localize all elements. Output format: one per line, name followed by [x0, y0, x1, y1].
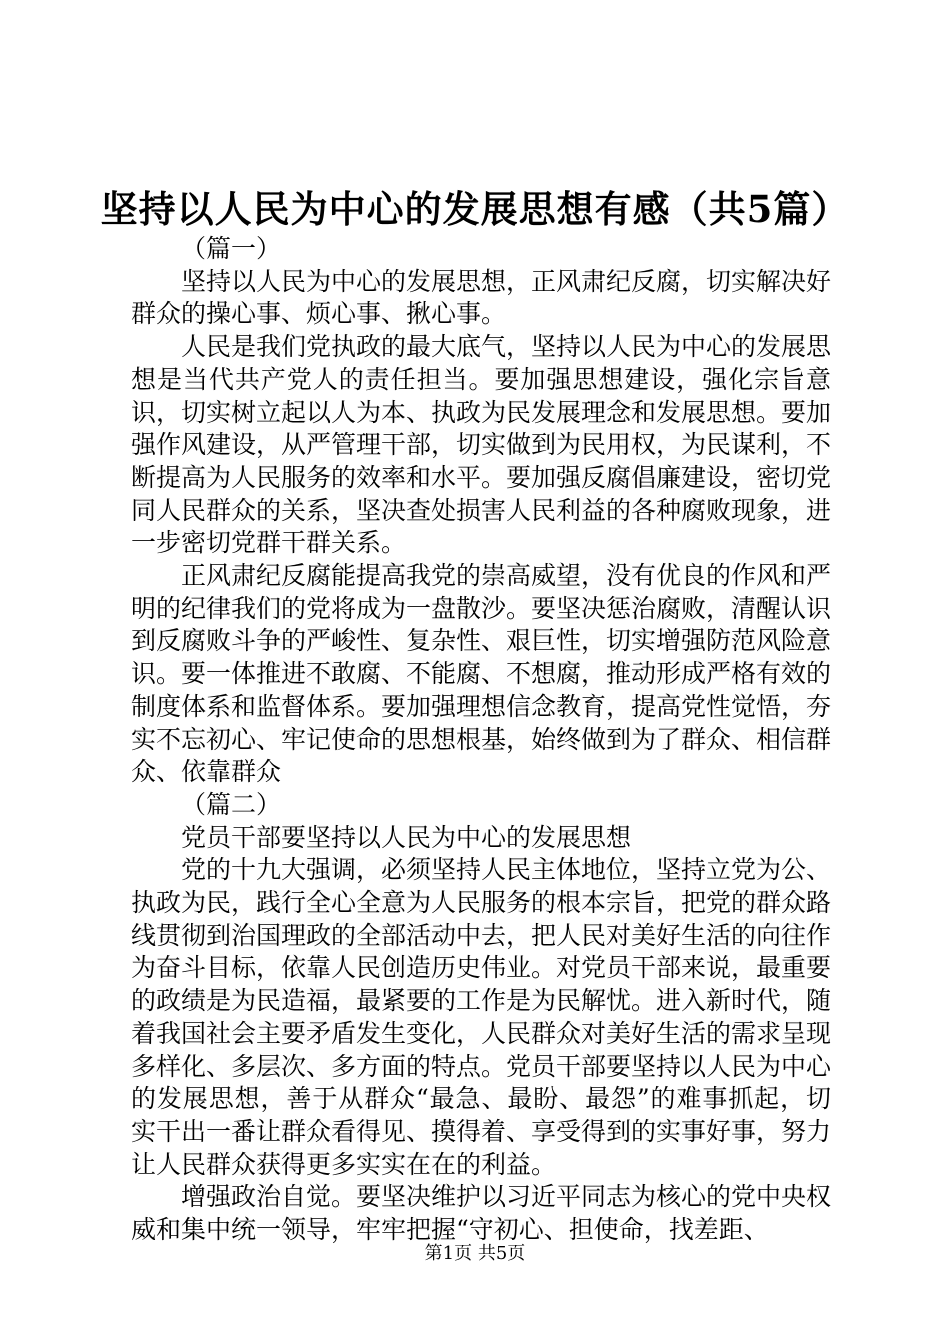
section-subtitle: 党员干部要坚持以人民为中心的发展思想 — [181, 822, 632, 852]
body-paragraph: 增强政治自觉。要坚决维护以习近平同志为核心的党中央权威和集中统一领导，牢牢把握“守初心、担使命，找差距、 — [131, 1182, 832, 1245]
page-number-footer: 第1页 共5页 — [424, 1243, 526, 1264]
section-label-1: （篇一） — [181, 234, 282, 263]
body-paragraph: 人民是我们党执政的最大底气，坚持以人民为中心的发展思想是当代共产党人的责任担当。要加强思想建设，强化宗旨意识，切实树立起以人为本、执政为民发展理念和发展思想。要加强作风建设，从严管理干部，切实做到为民用权，为民谋利，不断提高为人民服务的效率和水平。要加强反腐倡廉建设，密切党同人民群众的关系，坚决查处损害人民利益的各种腐败现象，进一步密切党群干群关系。 — [131, 332, 832, 558]
body-paragraph: 党的十九大强调，必须坚持人民主体地位，坚持立党为公、执政为民，践行全心全意为人民服务的根本宗旨，把党的群众路线贯彻到治国理政的全部活动中去，把人民对美好生活的向往作为奋斗目标，依靠人民创造历史伟业。对党员干部来说，最重要的政绩是为民造福，最紧要的工作是为民解忧。进入新时代，随着我国社会主要矛盾发生变化，人民群众对美好生活的需求呈现多样化、多层次、多方面的特点。党员干部要坚持以人民为中心的发展思想，善于从群众“最急、最盼、最怨”的难事抓起，切实干出一番让群众看得见、摸得着、享受得到的实事好事，努力让人民群众获得更多实实在在的利益。 — [131, 855, 832, 1179]
document-title: 坚持以人民为中心的发展思想有感（共5篇） — [100, 187, 850, 231]
section-label-2: （篇二） — [181, 789, 282, 819]
body-paragraph: 坚持以人民为中心的发展思想，正风肃纪反腐，切实解决好群众的操心事、烦心事、揪心事。 — [131, 266, 832, 329]
document-body — [131, 233, 831, 1247]
body-paragraph: 正风肃纪反腐能提高我党的崇高威望，没有优良的作风和严明的纪律我们的党将成为一盘散沙。要坚决惩治腐败，清醒认识到反腐败斗争的严峻性、复杂性、艰巨性，切实增强防范风险意识。要一体推进不敢腐、不能腐、不想腐，推动形成严格有效的制度体系和监督体系。要加强理想信念教育，提高党性觉悟，夯实不忘初心、牢记使命的思想根基，始终做到为了群众、相信群众、依靠群众 — [131, 561, 832, 787]
